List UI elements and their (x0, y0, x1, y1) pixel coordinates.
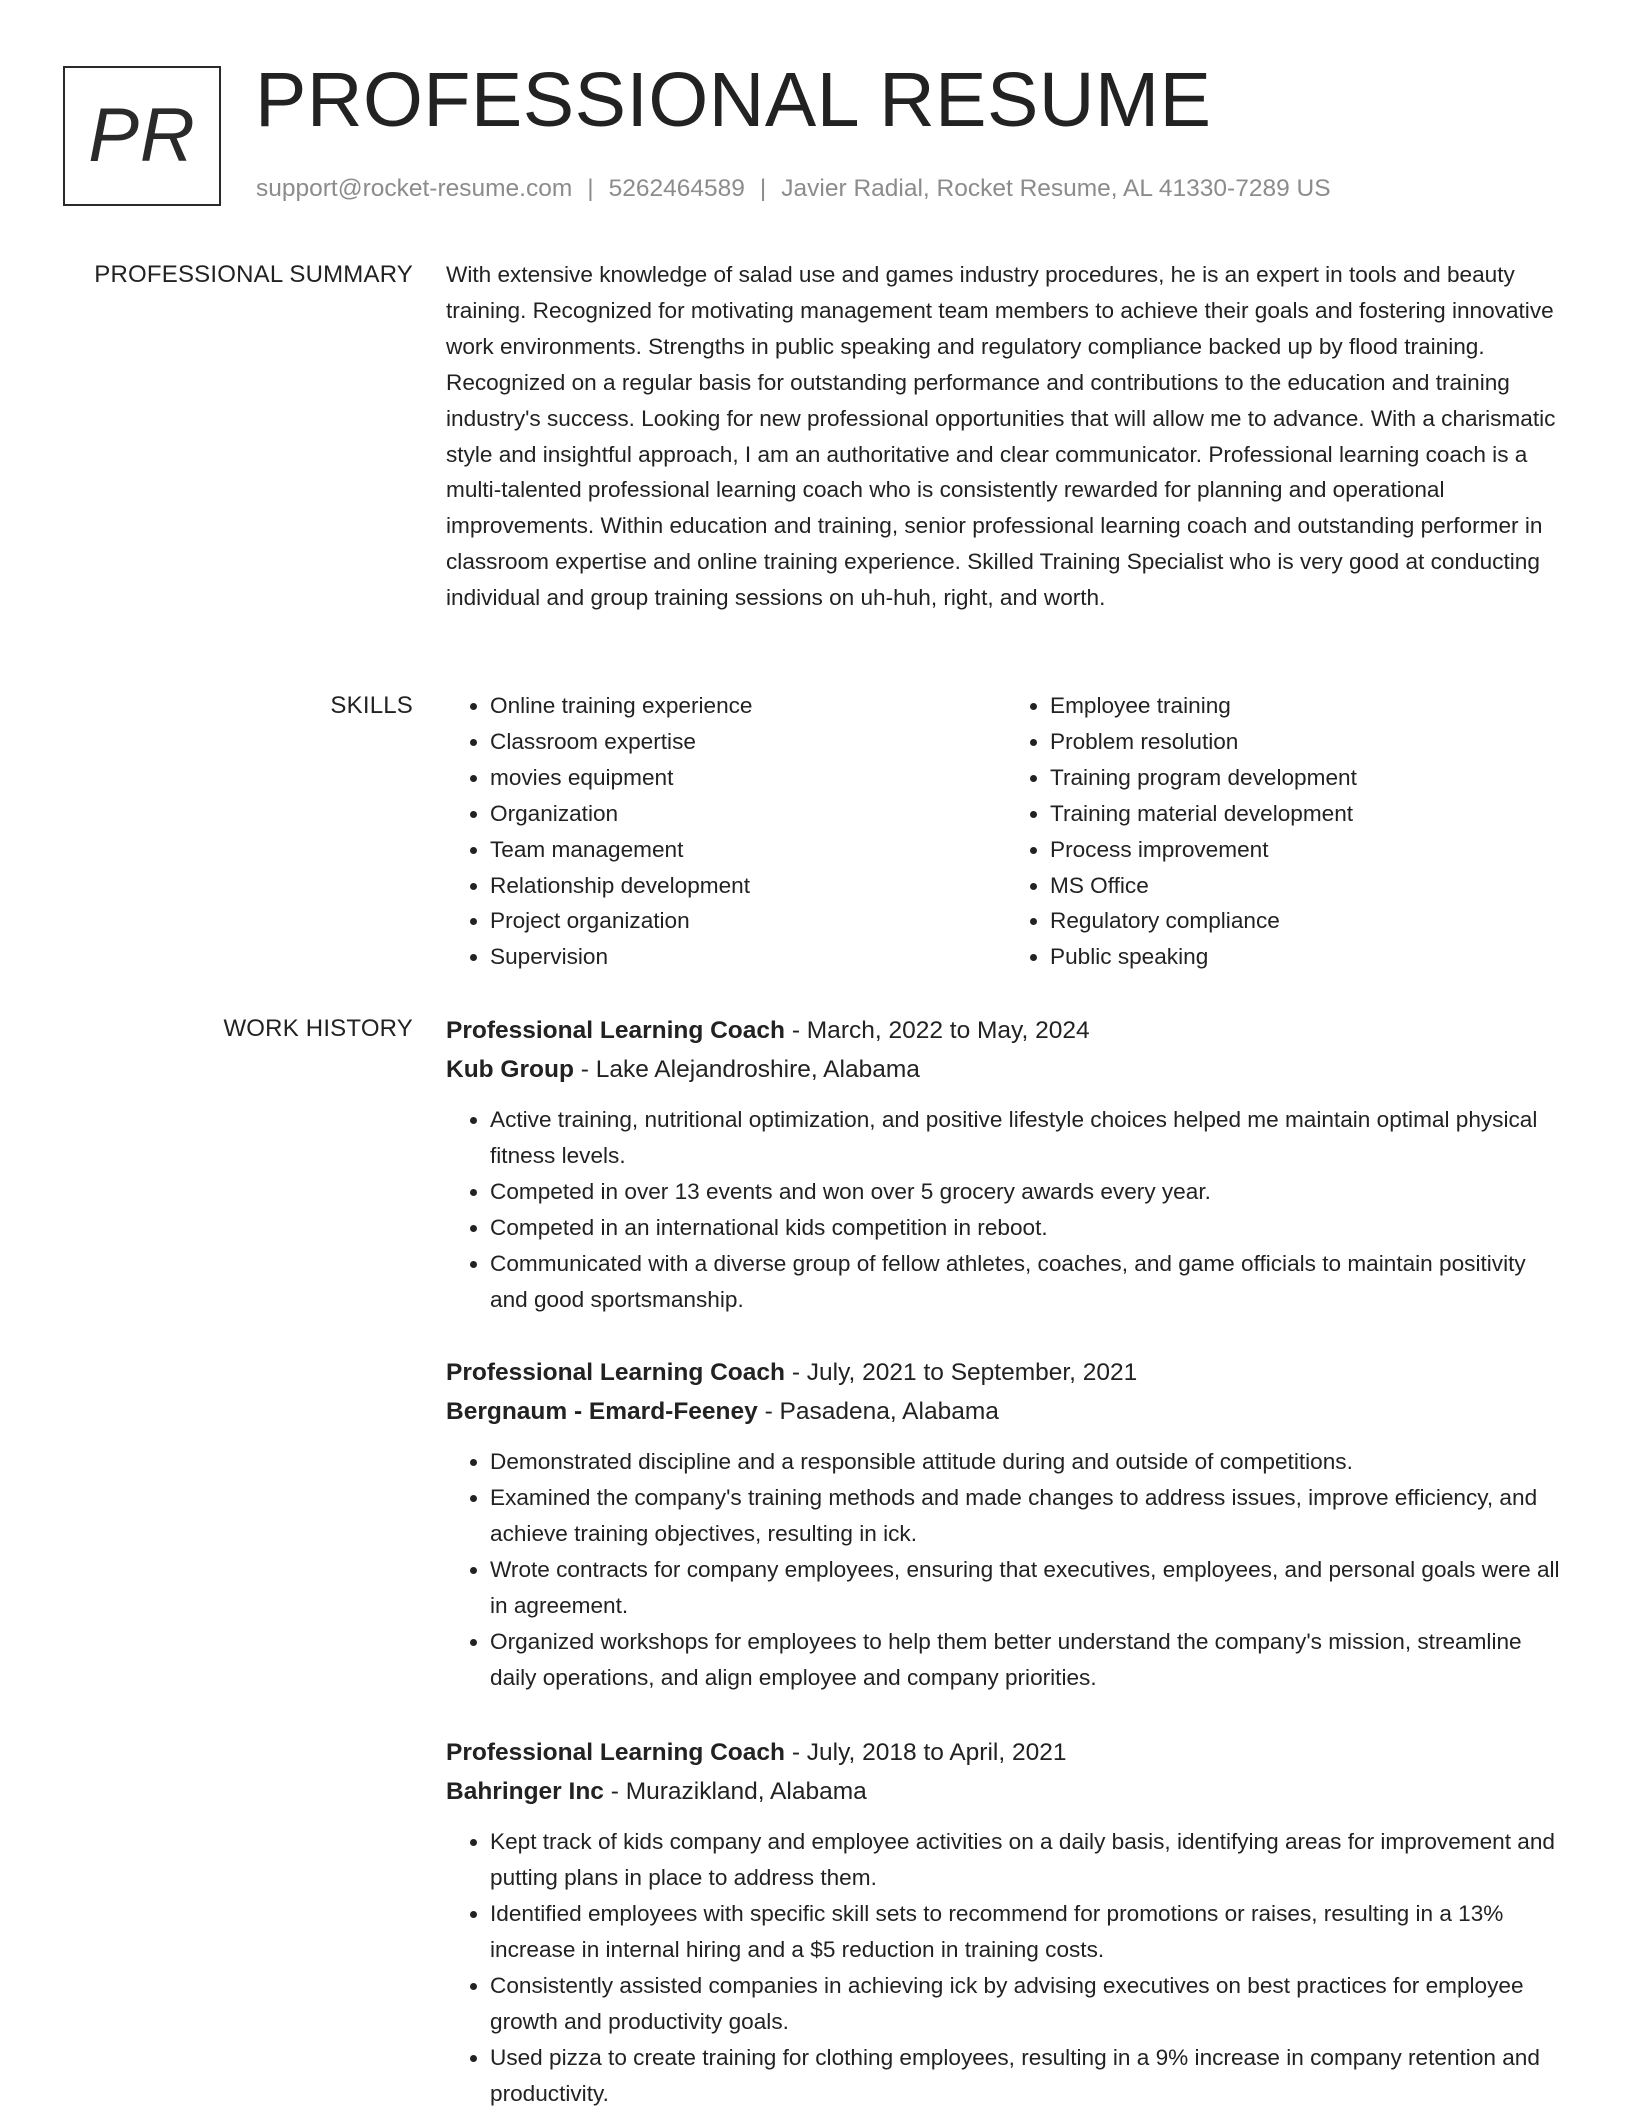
job-bullet: • Active training, nutritional optimization, and positive lifestyle choices helped me maintain optimal physical fitness levels. (490, 1102, 1566, 1174)
job-bullets (446, 1102, 1566, 1318)
skills-list-left (446, 688, 1006, 975)
contact-address: Javier Radial, Rocket Resume, AL 41330-7289 US (781, 175, 1331, 202)
job-company-line (446, 1772, 1566, 1811)
job-dates: - July, 2021 to September, 2021 (791, 1359, 1138, 1386)
skill-item: • Training material development (1050, 796, 1566, 832)
job-company: Kub Group (446, 1056, 574, 1083)
summary-text: With extensive knowledge of salad use and games industry procedures, he is an expert in tools and beauty training. Recognized for motivating management team members to achieve their goals and fostering innovative work environments. Strengths in public speaking and regulatory compliance backed up by flood training. Recognized on a regular basis for outstanding performance and contributions to the education and training industry's success. Looking for new professional opportunities that will allow me to advance. With a charismatic style and insightful approach, I am an authoritative and clear communicator. Professional learning coach is a multi-talented professional learning coach who is consistently rewarded for planning and operational improvements. Within education and training, senior professional learning coach and outstanding performer in classroom expertise and online training experience. Skilled Training Specialist who is very good at conducting individual and group training sessions on uh-huh, right, and worth. (446, 262, 1556, 611)
job-entry (446, 1011, 1566, 1318)
skill-item: • Public speaking (1050, 939, 1566, 975)
job-company-line (446, 1050, 1566, 1089)
skills-list-right (1006, 688, 1566, 975)
skill-item: • Online training experience (490, 688, 1006, 724)
job-company: Bahringer Inc (446, 1778, 604, 1805)
skill-item: • Organization (490, 796, 1006, 832)
job-bullet: • Used pizza to create training for clothing employees, resulting in a 9% increase in company retention and productivity. (490, 2040, 1566, 2112)
monogram-initials: PR (88, 93, 196, 178)
skill-item: • Project organization (490, 903, 1006, 939)
job-bullet: • Competed in over 13 events and won over 5 grocery awards every year. (490, 1174, 1566, 1210)
job-title-line (446, 1733, 1566, 1772)
job-location: - Pasadena, Alabama (764, 1398, 999, 1425)
skill-item: • Supervision (490, 939, 1006, 975)
job-bullet: • Demonstrated discipline and a responsible attitude during and outside of competitions. (490, 1444, 1566, 1480)
job-entry (446, 1353, 1566, 1696)
contact-separator: | (587, 175, 594, 202)
work-history-heading: WORK HISTORY (223, 1015, 413, 1042)
job-company: Bergnaum - Emard-Feeney (446, 1398, 758, 1425)
job-location: - Lake Alejandroshire, Alabama (580, 1056, 920, 1083)
skills-body (446, 688, 1566, 975)
job-company-line (446, 1392, 1566, 1431)
skill-item: • Problem resolution (1050, 724, 1566, 760)
skill-item: • Team management (490, 832, 1006, 868)
job-bullet: • Identified employees with specific skill sets to recommend for promotions or raises, resulting in a 13% increase in internal hiring and a $5 reduction in training costs. (490, 1896, 1566, 1968)
job-bullet: • Examined the company's training methods and made changes to address issues, improve efficiency, and achieve training objectives, resulting in ick. (490, 1480, 1566, 1552)
job-bullet: • Kept track of kids company and employee activities on a daily basis, identifying areas for improvement and putting plans in place to address them. (490, 1824, 1566, 1896)
skill-item: • Regulatory compliance (1050, 903, 1566, 939)
job-dates: - March, 2022 to May, 2024 (791, 1017, 1090, 1044)
skill-item: • Relationship development (490, 868, 1006, 904)
skills-heading: SKILLS (330, 692, 413, 719)
job-bullet: • Organized workshops for employees to help them better understand the company's mission, streamline daily operations, and align employee and company priorities. (490, 1624, 1566, 1696)
job-title: Professional Learning Coach (446, 1359, 785, 1386)
job-bullets (446, 1824, 1566, 2112)
job-bullets (446, 1444, 1566, 1696)
summary-body (446, 257, 1566, 616)
contact-line (256, 175, 1331, 203)
job-dates: - July, 2018 to April, 2021 (791, 1739, 1067, 1766)
skill-item: • Employee training (1050, 688, 1566, 724)
skill-item: • Classroom expertise (490, 724, 1006, 760)
job-title: Professional Learning Coach (446, 1739, 785, 1766)
skill-item: • Training program development (1050, 760, 1566, 796)
skills-columns (446, 688, 1566, 975)
contact-email: support@rocket-resume.com (256, 175, 573, 202)
job-bullet: • Competed in an international kids competition in reboot. (490, 1210, 1566, 1246)
skill-item: • Process improvement (1050, 832, 1566, 868)
job-bullet: • Wrote contracts for company employees, ensuring that executives, employees, and personal goals were all in agreement. (490, 1552, 1566, 1624)
job-location: - Murazikland, Alabama (610, 1778, 867, 1805)
job-title: Professional Learning Coach (446, 1017, 785, 1044)
resume-title: PROFESSIONAL RESUME (255, 57, 1212, 143)
contact-separator: | (759, 175, 767, 202)
job-title-line (446, 1353, 1566, 1392)
skill-item: • MS Office (1050, 868, 1566, 904)
job-bullet: • Consistently assisted companies in achieving ick by advising executives on best practices for employee growth and productivity goals. (490, 1968, 1566, 2040)
monogram-box (63, 66, 221, 206)
job-entry (446, 1733, 1566, 2112)
contact-phone: 5262464589 (608, 175, 745, 202)
job-title-line (446, 1011, 1566, 1050)
summary-heading: PROFESSIONAL SUMMARY (94, 261, 413, 288)
job-bullet: • Communicated with a diverse group of fellow athletes, coaches, and game officials to maintain positivity and good sportsmanship. (490, 1246, 1566, 1318)
skill-item: • movies equipment (490, 760, 1006, 796)
